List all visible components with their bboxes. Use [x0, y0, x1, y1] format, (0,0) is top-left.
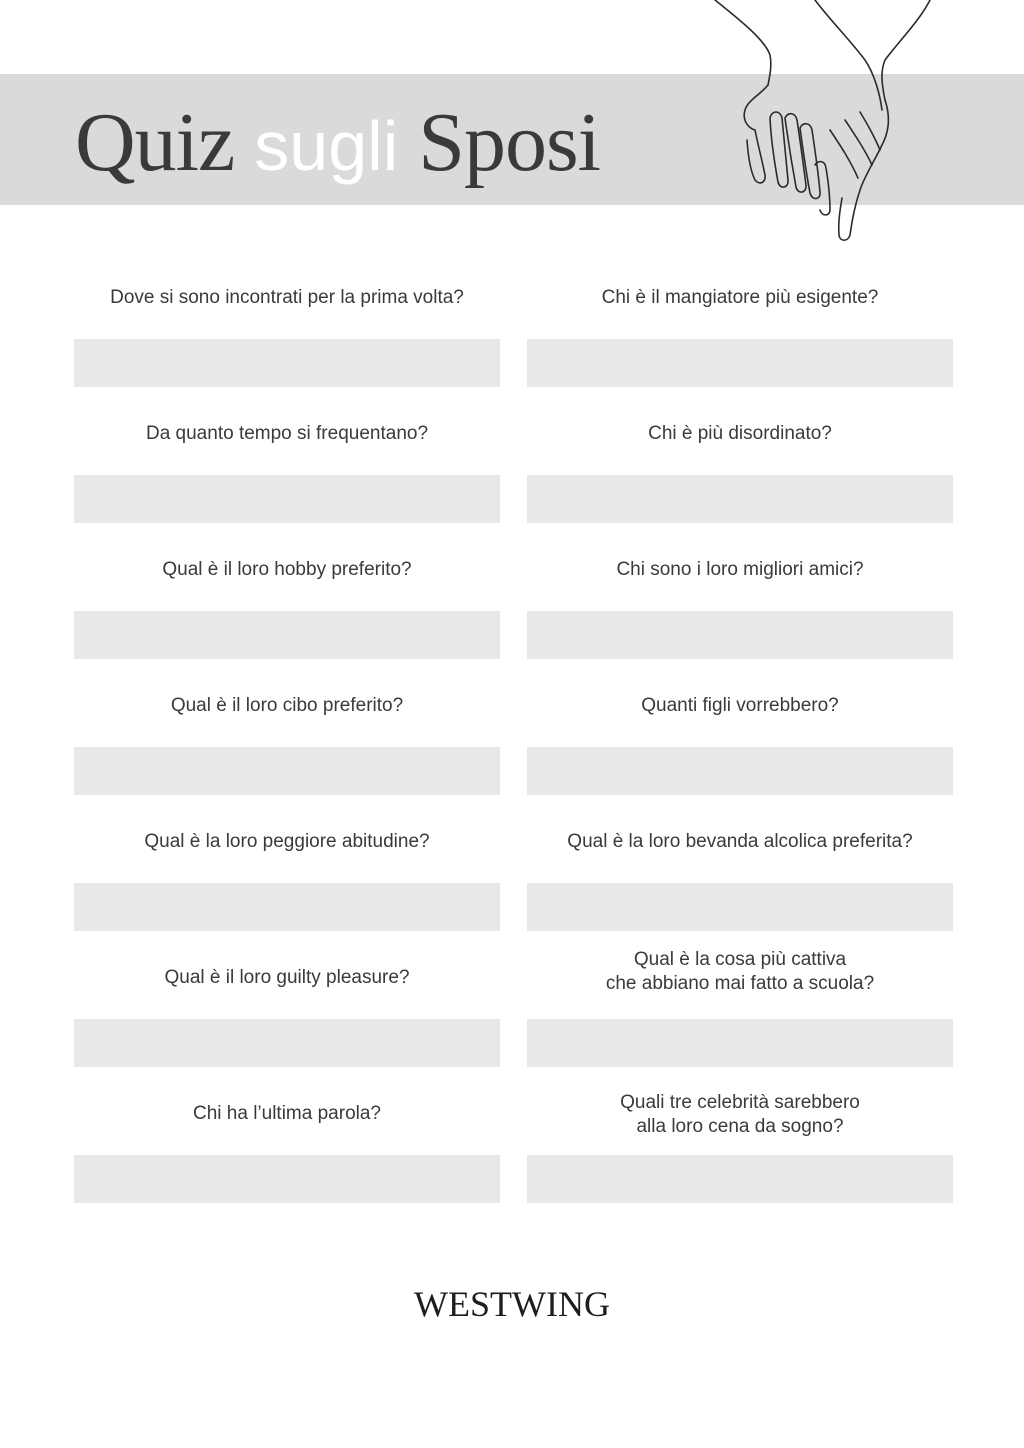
answer-box-left-2[interactable]: [74, 475, 500, 523]
question-left-6: Qual è il loro guilty pleasure?: [164, 967, 410, 988]
holding-hands-illustration: [700, 0, 950, 250]
question-right-6: Qual è la cosa più cattiva che abbiano mai fatto a scuola?: [605, 949, 875, 994]
brand-logo: WESTWING: [414, 1284, 610, 1324]
answer-box-left-7[interactable]: [74, 1155, 500, 1203]
question-right-2: Chi è più disordinato?: [648, 423, 832, 444]
title-word-sugli: sugli: [254, 107, 399, 185]
answer-box-right-2[interactable]: [527, 475, 953, 523]
answer-box-left-4[interactable]: [74, 747, 500, 795]
question-left-4: Qual è il loro cibo preferito?: [170, 695, 404, 716]
answer-box-left-3[interactable]: [74, 611, 500, 659]
title-word-sposi: Sposi: [418, 96, 601, 189]
question-left-7: Chi ha l’ultima parola?: [193, 1103, 381, 1124]
question-right-3: Chi sono i loro migliori amici?: [616, 559, 864, 580]
question-left-2: Da quanto tempo si frequentano?: [145, 423, 429, 444]
answer-box-left-6[interactable]: [74, 1019, 500, 1067]
question-right-7: Quali tre celebrità sarebbero alla loro cena da sogno?: [620, 1092, 860, 1137]
question-right-5: Qual è la loro bevanda alcolica preferita?: [567, 831, 913, 852]
title-word-quiz: Quiz: [75, 96, 235, 189]
question-left-5: Qual è la loro peggiore abitudine?: [144, 831, 430, 852]
page-title: [75, 88, 600, 201]
answer-box-left-5[interactable]: [74, 883, 500, 931]
answer-box-left-1[interactable]: [74, 339, 500, 387]
question-left-1: Dove si sono incontrati per la prima volta?: [110, 287, 464, 308]
answer-box-right-4[interactable]: [527, 747, 953, 795]
question-right-4: Quanti figli vorrebbero?: [641, 695, 839, 716]
answer-box-right-3[interactable]: [527, 611, 953, 659]
question-left-3: Qual è il loro hobby preferito?: [162, 559, 412, 580]
answer-box-right-1[interactable]: [527, 339, 953, 387]
answer-box-right-5[interactable]: [527, 883, 953, 931]
question-right-1: Chi è il mangiatore più esigente?: [601, 287, 879, 308]
answer-box-right-6[interactable]: [527, 1019, 953, 1067]
answer-box-right-7[interactable]: [527, 1155, 953, 1203]
